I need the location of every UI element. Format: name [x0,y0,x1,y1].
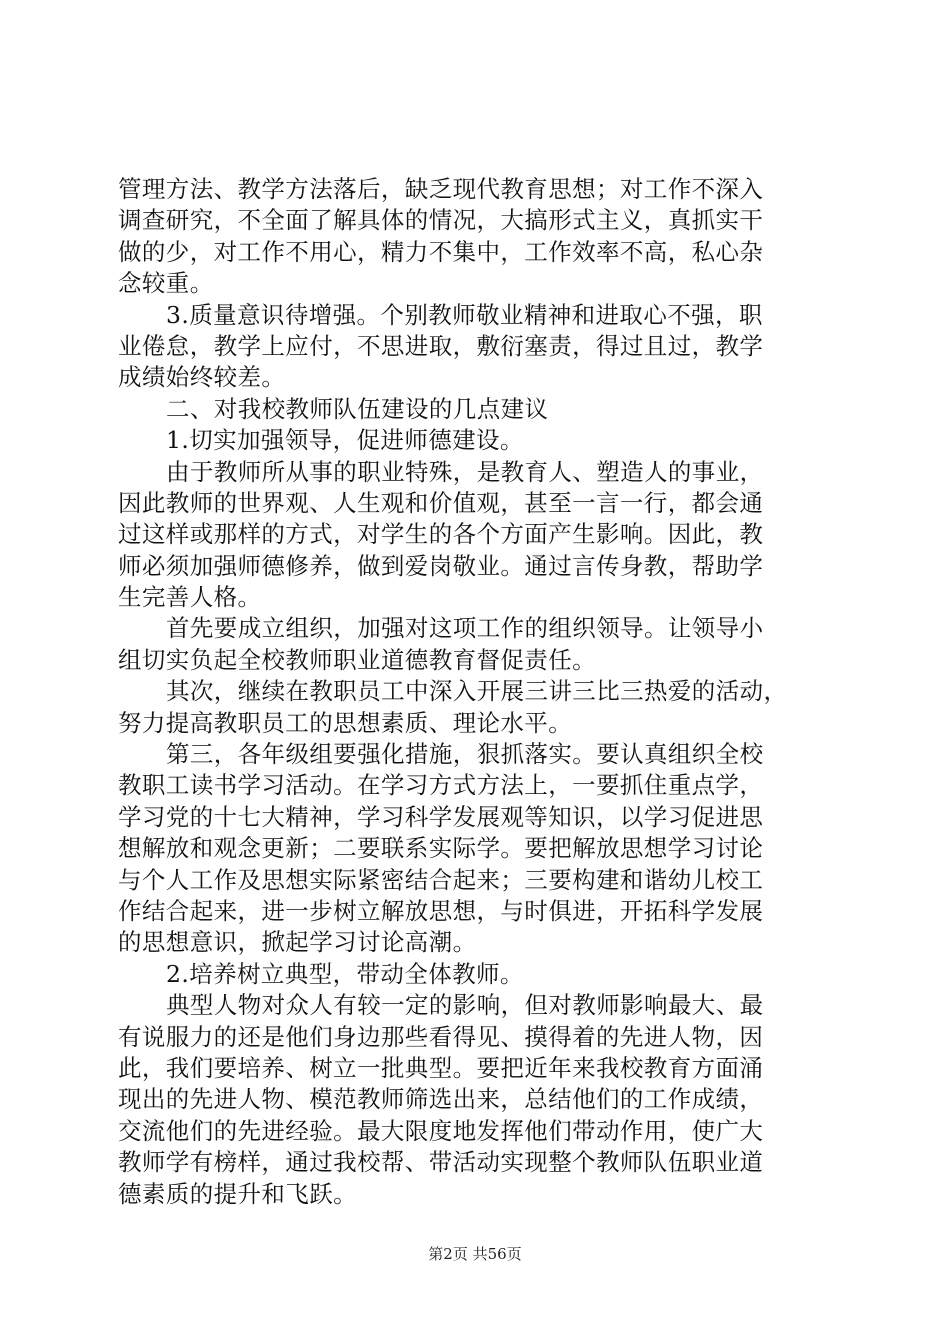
text-line: 生完善人格。 [118,583,262,612]
text-line: 因此教师的世界观、人生观和价值观，甚至一言一行，都会通 [118,488,764,517]
text-line: 管理方法、教学方法落后，缺乏现代教育思想；对工作不深入 [118,175,764,203]
text-line: 调查研究，不全面了解具体的情况，大搞形式主义，真抓实干 [118,206,764,235]
page-number: 第2页 共56页 [428,1245,522,1263]
text-line: 成绩始终较差。 [118,363,286,392]
text-line: 学习党的十七大精神，学习科学发展观等知识，以学习促进思 [118,802,764,831]
text-line: 念较重。 [118,269,214,298]
text-line: 典型人物对众人有较一定的影响，但对教师影响最大、最 [166,991,764,1020]
document-body [118,174,838,1210]
text-line: 想解放和观念更新；二要联系实际学。要把解放思想学习讨论 [118,834,764,863]
text-line: 教职工读书学习活动。在学习方式方法上，一要抓住重点学， [118,771,764,800]
text-line: 努力提高教职员工的思想素质、理论水平。 [118,708,573,737]
text-line: 教师学有榜样，通过我校帮、带活动实现整个教师队伍职业道 [118,1148,764,1177]
text-line: 2.培养树立典型，带动全体教师。 [166,959,524,988]
text-line: 现出的先进人物、模范教师筛选出来，总结他们的工作成绩， [118,1085,764,1114]
text-line: 3.质量意识待增强。个别教师敬业精神和进取心不强，职 [166,300,763,329]
text-line: 第三，各年级组要强化措施，狠抓落实。要认真组织全校 [166,740,764,769]
text-line: 二、对我校教师队伍建设的几点建议 [166,394,549,423]
text-line: 师必须加强师德修养，做到爱岗敬业。通过言传身教，帮助学 [118,551,764,580]
text-line: 作结合起来，进一步树立解放思想，与时俱进，开拓科学发展 [118,896,764,925]
text-line: 的思想意识，掀起学习讨论高潮。 [118,928,477,957]
page-footer [0,1244,950,1264]
text-line: 与个人工作及思想实际紧密结合起来；三要构建和谐幼儿校工 [118,865,764,894]
text-line: 有说服力的还是他们身边那些看得见、摸得着的先进人物，因 [118,1022,764,1051]
text-line: 首先要成立组织，加强对这项工作的组织领导。让领导小 [166,614,764,643]
text-line: 交流他们的先进经验。最大限度地发挥他们带动作用，使广大 [118,1116,764,1145]
text-line: 做的少，对工作不用心，精力不集中，工作效率不高，私心杂 [118,237,764,266]
text-line: 德素质的提升和飞跃。 [118,1179,357,1208]
text-line: 组切实负起全校教师职业道德教育督促责任。 [118,645,596,674]
text-line: 过这样或那样的方式，对学生的各个方面产生影响。因此，教 [118,520,764,549]
text-line: 其次，继续在教职员工中深入开展三讲三比三热爱的活动， [166,677,788,706]
text-line: 业倦怠，教学上应付，不思进取，敷衍塞责，得过且过，教学 [118,331,764,360]
text-line: 此，我们要培养、树立一批典型。要把近年来我校教育方面涌 [118,1053,764,1082]
text-line: 1.切实加强领导，促进师德建设。 [166,426,524,455]
text-line: 由于教师所从事的职业特殊，是教育人、塑造人的事业， [166,457,764,486]
